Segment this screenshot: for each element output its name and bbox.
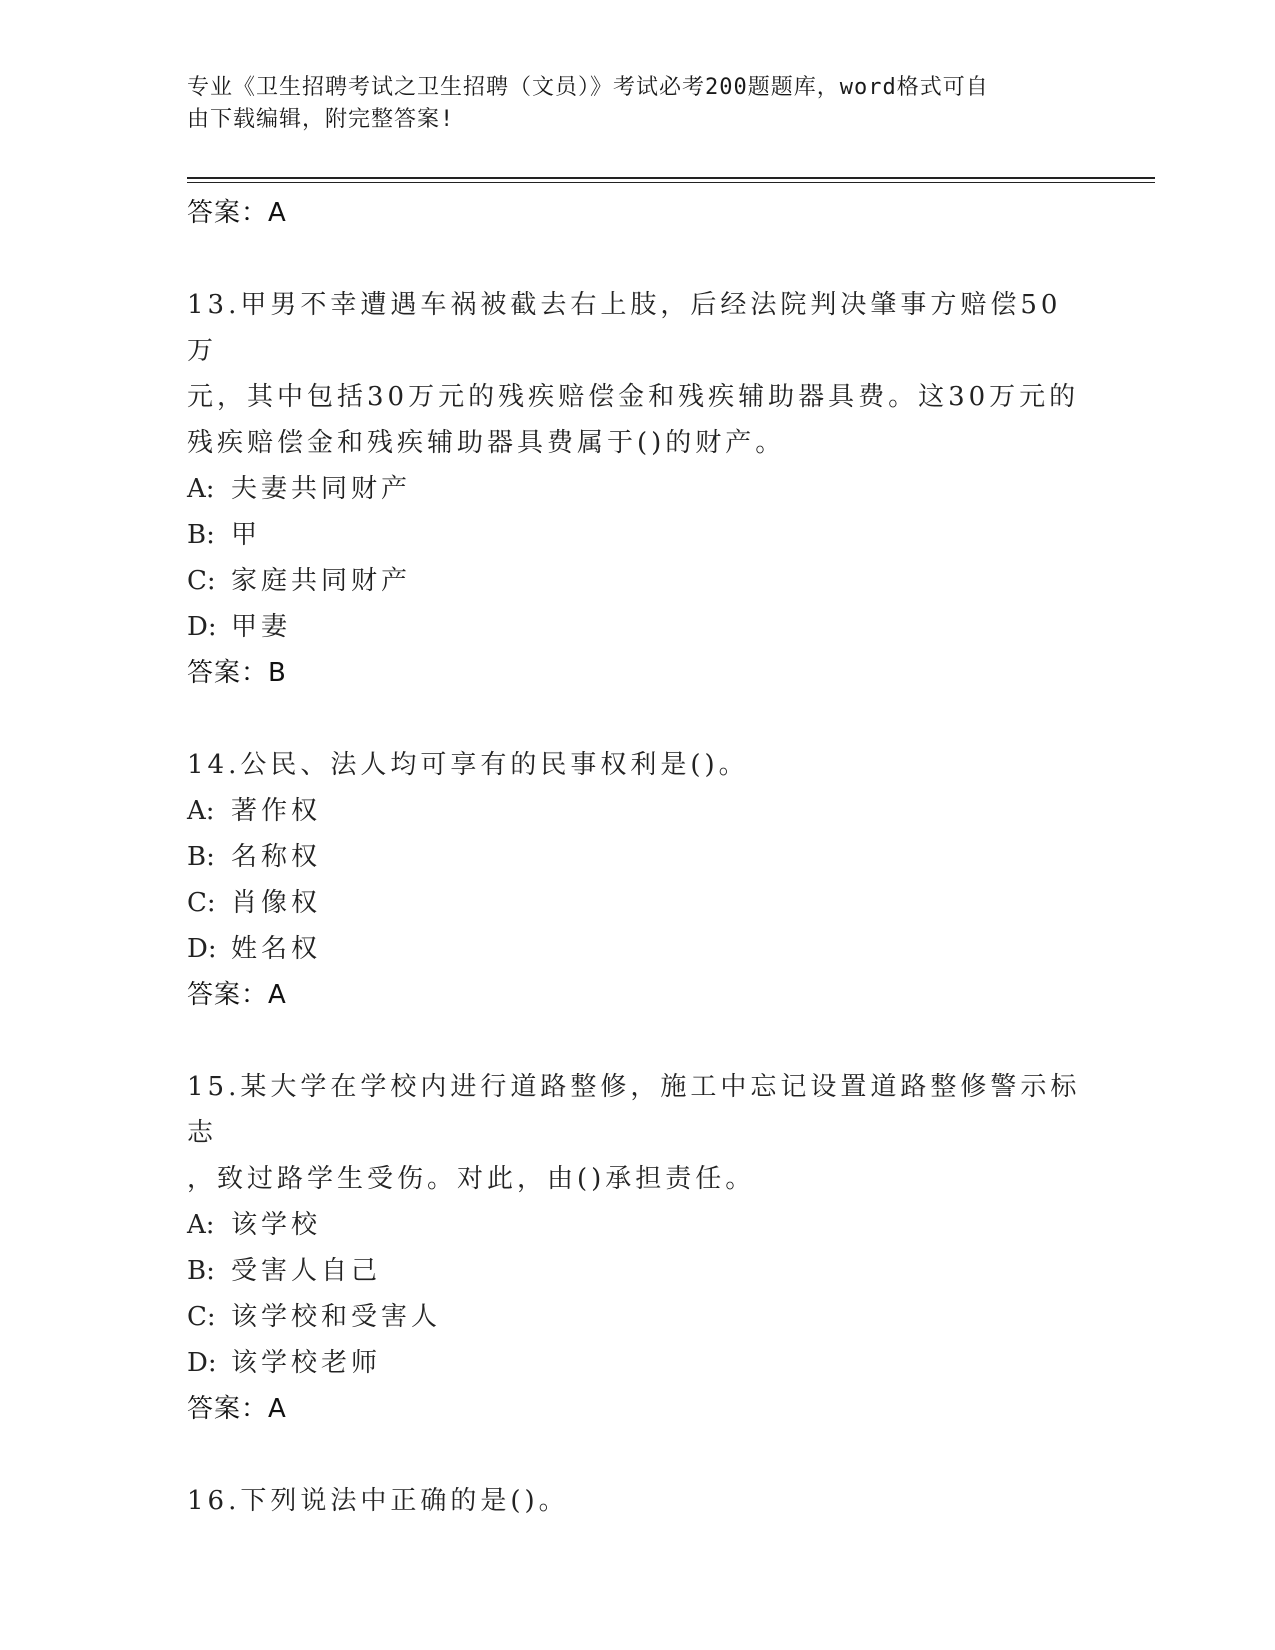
document-header — [187, 72, 1067, 136]
option-text: 名称权 — [231, 842, 322, 872]
option-b — [187, 1248, 1087, 1294]
option-text: 该学校和受害人 — [231, 1302, 442, 1332]
question-answer: 答案：A — [187, 980, 287, 1010]
option-letter: D: — [187, 934, 217, 964]
option-b — [187, 834, 1087, 880]
option-text: 家庭共同财产 — [231, 566, 412, 596]
option-letter: C: — [187, 1302, 216, 1332]
option-text: 受害人自己 — [231, 1256, 382, 1286]
option-b — [187, 512, 1087, 558]
question-stem-line: ，致过路学生受伤。对此，由()承担责任。 — [187, 1164, 756, 1194]
option-letter: C: — [187, 888, 216, 918]
question-stem-line: 13.甲男不幸遭遇车祸被截去右上肢，后经法院判决肇事方赔偿50万 — [187, 290, 1062, 366]
option-c — [187, 558, 1087, 604]
option-letter: D: — [187, 612, 217, 642]
option-c — [187, 1294, 1087, 1340]
option-letter: D: — [187, 1348, 217, 1378]
previous-answer: 答案：A — [187, 198, 287, 228]
header-divider-thin — [187, 182, 1155, 183]
spacer — [187, 1018, 1087, 1064]
option-d — [187, 604, 1087, 650]
question-14 — [187, 742, 1087, 1018]
question-stem-line: 15.某大学在学校内进行道路整修，施工中忘记设置道路整修警示标志 — [187, 1072, 1081, 1148]
option-letter: B: — [187, 520, 215, 550]
option-d — [187, 1340, 1087, 1386]
option-letter: C: — [187, 566, 216, 596]
option-letter: B: — [187, 1256, 215, 1286]
header-divider-thick — [187, 177, 1155, 179]
spacer — [187, 236, 1087, 282]
question-list — [187, 190, 1087, 1524]
option-letter: A: — [187, 796, 215, 826]
question-13 — [187, 282, 1087, 696]
question-answer: 答案：A — [187, 1394, 287, 1424]
question-15 — [187, 1064, 1087, 1432]
option-text: 该学校 — [231, 1210, 322, 1240]
option-text: 甲妻 — [231, 612, 292, 642]
header-line-1: 专业《卫生招聘考试之卫生招聘（文员）》考试必考200题题库，word格式可自 — [187, 75, 989, 100]
question-16 — [187, 1478, 1087, 1524]
option-text: 著作权 — [231, 796, 322, 826]
question-stem-line: 残疾赔偿金和残疾辅助器具费属于()的财产。 — [187, 428, 786, 458]
option-letter: B: — [187, 842, 215, 872]
option-text: 该学校老师 — [231, 1348, 382, 1378]
question-stem-line: 元，其中包括30万元的残疾赔偿金和残疾辅助器具费。这30万元的 — [187, 382, 1080, 412]
question-stem-line: 16.下列说法中正确的是()。 — [187, 1486, 569, 1516]
option-a — [187, 466, 1087, 512]
spacer — [187, 1432, 1087, 1478]
option-text: 姓名权 — [231, 934, 322, 964]
question-stem-line: 14.公民、法人均可享有的民事权利是()。 — [187, 750, 749, 780]
option-a — [187, 788, 1087, 834]
header-line-2: 由下载编辑，附完整答案! — [187, 107, 455, 132]
option-text: 夫妻共同财产 — [231, 474, 412, 504]
option-letter: A: — [187, 474, 215, 504]
option-c — [187, 880, 1087, 926]
spacer — [187, 696, 1087, 742]
option-a — [187, 1202, 1087, 1248]
option-letter: A: — [187, 1210, 215, 1240]
option-text: 肖像权 — [231, 888, 322, 918]
option-d — [187, 926, 1087, 972]
question-answer: 答案：B — [187, 658, 287, 688]
option-text: 甲 — [231, 520, 262, 550]
